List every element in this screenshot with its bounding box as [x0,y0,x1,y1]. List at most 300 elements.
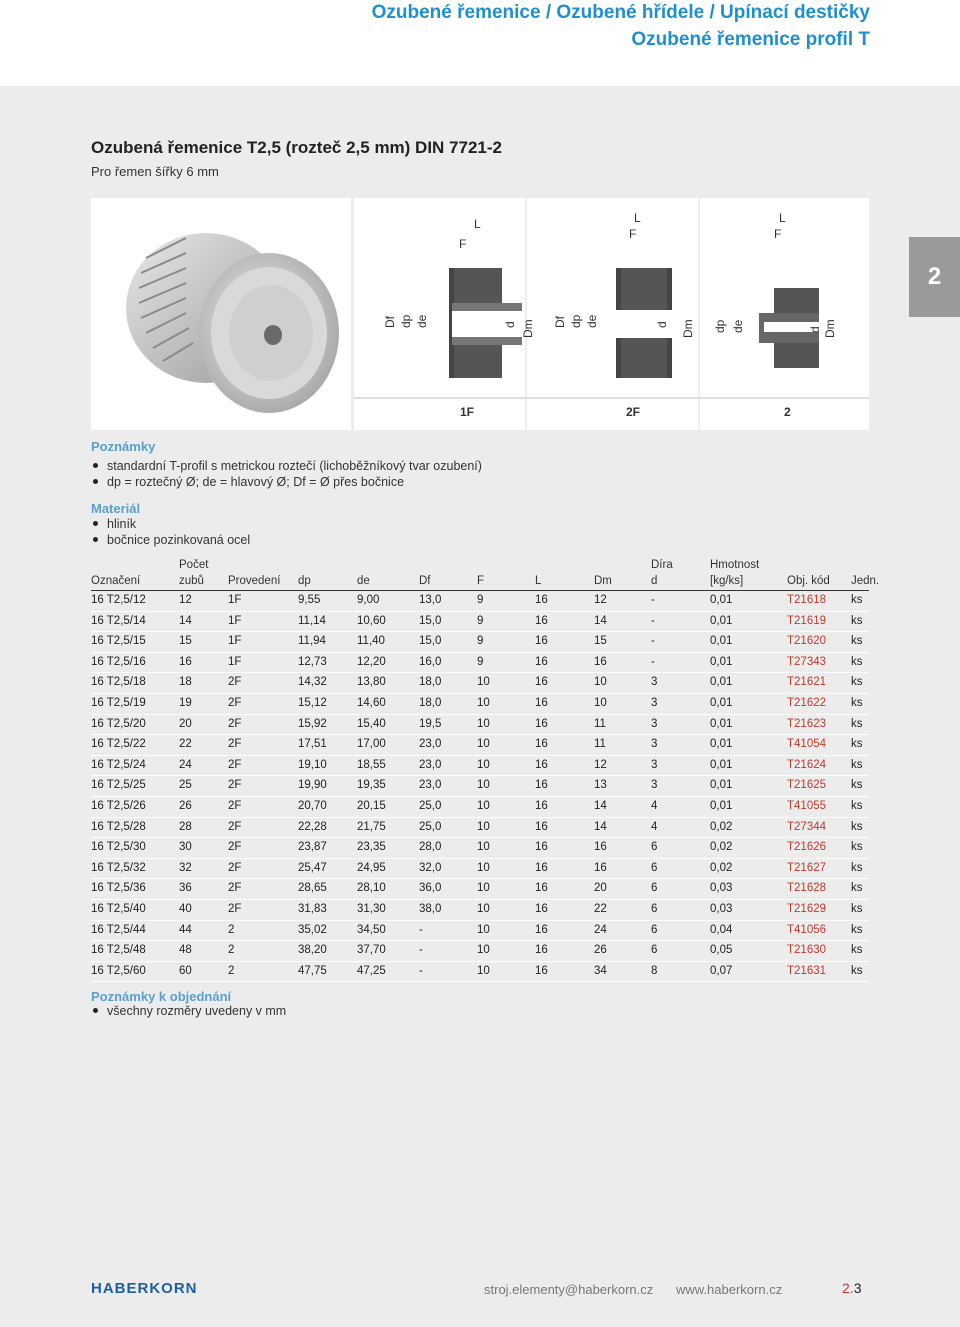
cell-zubu: 32 [179,861,192,874]
cell-jedn: ks [851,655,863,668]
cell-hmotnost: 0,01 [710,738,733,751]
cell-provedeni: 2F [228,882,242,895]
cell-zubu: 26 [179,799,192,812]
cell-dm: 14 [594,799,607,812]
cell-l: 16 [535,841,548,854]
cell-jedn: ks [851,635,863,648]
header-obj-kod: Obj. kód [787,575,830,587]
header-subcategory: Ozubené řemenice profil T [631,29,870,50]
table-row [91,818,869,839]
cell-hmotnost: 0,01 [710,779,733,792]
cell-hmotnost: 0,01 [710,799,733,812]
cell-obj-kod: T21631 [787,964,827,977]
cell-d: - [651,614,655,627]
cell-provedeni: 2F [228,676,242,689]
cell-zubu: 16 [179,655,192,668]
cell-dp: 11,14 [298,614,326,627]
label-dm: Dm [521,319,535,338]
material-item: bočnice pozinkovaná ocel [91,533,250,547]
cell-dp: 47,75 [298,964,327,977]
cell-hmotnost: 0,03 [710,882,733,895]
cell-de: 20,15 [357,799,386,812]
table-row [91,715,869,736]
cell-df: 23,0 [419,738,442,751]
cell-zubu: 20 [179,717,192,730]
cell-dm: 16 [594,655,607,668]
cell-df: 23,0 [419,779,442,792]
cell-dp: 15,12 [298,696,327,709]
table-row [91,838,869,859]
cell-dp: 19,10 [298,758,327,771]
cell-dm: 22 [594,902,607,915]
table-row [91,673,869,694]
cell-d: 6 [651,882,658,895]
cell-f: 10 [477,902,490,915]
cell-oznaceni: 16 T2,5/19 [91,696,146,709]
label-dm-3: Dm [823,319,837,338]
table-row [91,612,869,633]
page-header [0,0,960,86]
dimension-drawing-svg [354,198,869,430]
cell-dm: 11 [594,717,606,730]
pulley-image [91,198,351,430]
cell-zubu: 48 [179,944,192,957]
cell-hmotnost: 0,03 [710,902,733,915]
cell-zubu: 22 [179,738,192,751]
cell-f: 10 [477,820,490,833]
cell-f: 10 [477,779,490,792]
cell-jedn: ks [851,964,863,977]
cell-d: 6 [651,923,658,936]
cell-d: 6 [651,944,658,957]
cell-df: 15,0 [419,614,442,627]
table-row [91,879,869,900]
cell-de: 19,35 [357,779,386,792]
page-number: 2.3 [842,1280,862,1296]
cell-de: 9,00 [357,594,380,606]
caption-1f: 1F [460,405,475,419]
cell-l: 16 [535,923,548,936]
table-row [91,776,869,797]
cell-jedn: ks [851,614,863,627]
cell-dp: 22,28 [298,820,327,833]
cell-provedeni: 2 [228,944,235,957]
cell-de: 37,70 [357,944,386,957]
table-row [91,900,869,921]
cell-oznaceni: 16 T2,5/32 [91,861,146,874]
cell-df: 28,0 [419,841,442,854]
cell-df: 36,0 [419,882,442,895]
table-row [91,797,869,818]
cell-oznaceni: 16 T2,5/18 [91,676,146,689]
cell-f: 10 [477,799,490,812]
header-dm: Dm [594,575,612,587]
cell-d: - [651,655,655,668]
order-notes-title: Poznámky k objednání [91,989,232,1004]
cell-obj-kod: T41054 [787,738,827,751]
pulley-photo [91,198,351,430]
cell-d: - [651,594,655,606]
header-l: L [535,575,542,587]
cell-d: 3 [651,758,658,771]
header-pocet: Počet [179,559,209,571]
cell-l: 16 [535,964,548,977]
cell-provedeni: 2F [228,902,242,915]
cell-dp: 38,20 [298,944,327,957]
cell-d: 3 [651,738,658,751]
cell-df: 13,0 [419,594,442,606]
cell-dp: 20,70 [298,799,327,812]
header-df: Df [419,575,431,587]
cell-oznaceni: 16 T2,5/26 [91,799,146,812]
label-dp-2: dp [569,314,583,328]
haberkorn-logo: HABERKORN [91,1280,198,1297]
cell-oznaceni: 16 T2,5/30 [91,841,146,854]
label-f-2: F [629,227,637,241]
cell-provedeni: 2F [228,779,242,792]
cell-d: 6 [651,861,658,874]
cell-de: 17,00 [357,738,386,751]
cell-obj-kod: T21628 [787,882,827,895]
cell-jedn: ks [851,799,863,812]
cell-obj-kod: T27344 [787,820,827,833]
cell-d: 6 [651,902,658,915]
cell-hmotnost: 0,01 [710,655,733,668]
table-row [91,653,869,674]
cell-df: 23,0 [419,758,442,771]
cell-zubu: 28 [179,820,192,833]
cell-obj-kod: T21619 [787,614,827,627]
cell-provedeni: 2F [228,738,242,751]
cell-obj-kod: T21630 [787,944,827,957]
cell-obj-kod: T21625 [787,779,827,792]
cell-zubu: 14 [179,614,192,627]
cell-jedn: ks [851,820,863,833]
cell-zubu: 19 [179,696,192,709]
header-hmotnost: [kg/ks] [710,575,744,587]
cell-df: 25,0 [419,820,442,833]
cell-l: 16 [535,717,548,730]
cell-zubu: 60 [179,964,192,977]
cell-dp: 14,32 [298,676,327,689]
table-row [91,921,869,942]
caption-2f: 2F [626,405,641,419]
cell-de: 14,60 [357,696,386,709]
cell-obj-kod: T27343 [787,655,827,668]
cell-dm: 12 [594,594,607,606]
cell-de: 10,60 [357,614,386,627]
cell-oznaceni: 16 T2,5/16 [91,655,146,668]
cell-dm: 10 [594,676,607,689]
cell-df: - [419,944,423,957]
cell-provedeni: 1F [228,594,242,606]
label-dm-2: Dm [681,319,695,338]
cell-l: 16 [535,614,548,627]
cell-f: 9 [477,594,484,606]
cell-dp: 28,65 [298,882,327,895]
cell-l: 16 [535,655,548,668]
cell-dm: 20 [594,882,607,895]
cell-f: 9 [477,635,484,648]
cell-dp: 11,94 [298,635,326,648]
cell-provedeni: 2F [228,696,242,709]
cell-jedn: ks [851,676,863,689]
cell-obj-kod: T21627 [787,861,827,874]
cell-hmotnost: 0,04 [710,923,733,936]
cell-f: 10 [477,923,490,936]
cell-de: 31,30 [357,902,386,915]
label-de-2: de [585,314,599,328]
cell-jedn: ks [851,944,863,957]
cell-f: 10 [477,944,490,957]
material-item: hliník [91,517,136,531]
cell-hmotnost: 0,01 [710,696,733,709]
cell-d: 3 [651,779,658,792]
header-jedn: Jedn. [851,575,880,587]
label-dp-3: dp [713,319,727,333]
cell-d: 8 [651,964,658,977]
cell-oznaceni: 16 T2,5/44 [91,923,146,936]
cell-d: 3 [651,696,658,709]
cell-jedn: ks [851,841,863,854]
header-f: F [477,575,485,587]
cell-d: 3 [651,717,658,730]
cell-obj-kod: T21622 [787,696,827,709]
cell-dm: 16 [594,841,607,854]
cell-dm: 15 [594,635,607,648]
cell-zubu: 30 [179,841,192,854]
label-l-3: L [779,211,786,225]
cell-f: 10 [477,841,490,854]
cell-dp: 25,47 [298,861,327,874]
table-header-top [91,557,869,573]
cell-dm: 26 [594,944,607,957]
label-l: L [474,217,481,231]
cell-provedeni: 1F [228,655,242,668]
cell-l: 16 [535,738,548,751]
label-dp: dp [399,314,413,328]
cell-hmotnost: 0,07 [710,964,733,977]
cell-df: - [419,923,423,936]
cell-dp: 23,87 [298,841,327,854]
caption-2: 2 [784,405,791,419]
cell-obj-kod: T21620 [787,635,827,648]
cell-zubu: 18 [179,676,192,689]
note-item: dp = roztečný Ø; de = hlavový Ø; Df = Ø přes bočnice [91,475,404,489]
cell-de: 34,50 [357,923,386,936]
cell-df: 38,0 [419,902,442,915]
cell-dp: 35,02 [298,923,327,936]
cell-zubu: 12 [179,594,192,606]
label-d-3: d [808,326,822,333]
cell-oznaceni: 16 T2,5/36 [91,882,146,895]
cell-df: 25,0 [419,799,442,812]
cell-dm: 11 [594,738,606,751]
label-de: de [415,314,429,328]
cell-hmotnost: 0,02 [710,820,733,833]
cell-hmotnost: 0,05 [710,944,733,957]
cell-de: 11,40 [357,635,385,648]
label-df-2: Df [553,316,567,328]
cell-obj-kod: T21623 [787,717,827,730]
cell-l: 16 [535,696,548,709]
cell-df: - [419,964,423,977]
cell-provedeni: 2 [228,964,235,977]
cell-d: 3 [651,676,658,689]
chapter-tab: 2 [909,237,960,317]
cell-hmotnost: 0,02 [710,841,733,854]
cell-dp: 9,55 [298,594,321,606]
cell-dp: 31,83 [298,902,327,915]
cell-l: 16 [535,944,548,957]
table-row [91,694,869,715]
cell-l: 16 [535,882,548,895]
cell-oznaceni: 16 T2,5/20 [91,717,146,730]
cell-provedeni: 2F [228,799,242,812]
cell-de: 12,20 [357,655,386,668]
order-note-item: všechny rozměry uvedeny v mm [91,1004,286,1018]
cell-jedn: ks [851,738,863,751]
cell-jedn: ks [851,882,863,895]
cell-hmotnost: 0,01 [710,594,733,606]
cell-dm: 34 [594,964,607,977]
cell-de: 47,25 [357,964,386,977]
note-item: standardní T-profil s metrickou roztečí (lichoběžníkový tvar ozubení) [91,459,482,473]
cell-df: 18,0 [419,696,442,709]
cell-f: 10 [477,696,490,709]
cell-de: 24,95 [357,861,386,874]
cell-oznaceni: 16 T2,5/25 [91,779,146,792]
header-dira: Díra [651,559,673,571]
cell-dp: 15,92 [298,717,327,730]
cell-oznaceni: 16 T2,5/28 [91,820,146,833]
cell-dm: 16 [594,861,607,874]
label-df: Df [383,316,397,328]
footer-website[interactable]: www.haberkorn.cz [676,1282,783,1297]
cell-obj-kod: T41056 [787,923,827,936]
cell-oznaceni: 16 T2,5/60 [91,964,146,977]
table-row [91,941,869,962]
cell-zubu: 40 [179,902,192,915]
cell-f: 10 [477,861,490,874]
table-row [91,859,869,880]
cell-hmotnost: 0,01 [710,614,733,627]
label-l-2: L [634,211,641,225]
header-d: d [651,575,658,587]
cell-hmotnost: 0,01 [710,717,733,730]
cell-dp: 19,90 [298,779,327,792]
cell-f: 9 [477,614,484,627]
cell-de: 28,10 [357,882,386,895]
cell-dm: 24 [594,923,607,936]
cell-d: 6 [651,841,658,854]
cell-d: 4 [651,799,658,812]
cell-oznaceni: 16 T2,5/14 [91,614,146,627]
table-row [91,962,869,983]
cell-oznaceni: 16 T2,5/48 [91,944,146,957]
cell-jedn: ks [851,594,863,606]
label-f-3: F [774,227,782,241]
header-provedeni: Provedení [228,575,281,587]
cell-zubu: 15 [179,635,192,648]
cell-jedn: ks [851,717,863,730]
cell-de: 23,35 [357,841,386,854]
cell-f: 10 [477,964,490,977]
table-row [91,735,869,756]
cell-f: 9 [477,655,484,668]
cell-f: 10 [477,717,490,730]
cell-l: 16 [535,779,548,792]
product-subtitle: Pro řemen šířky 6 mm [91,164,219,179]
label-d: d [503,321,517,328]
cell-df: 19,5 [419,717,442,730]
cell-obj-kod: T21624 [787,758,827,771]
cell-de: 18,55 [357,758,386,771]
cell-dp: 12,73 [298,655,327,668]
cell-obj-kod: T41055 [787,799,827,812]
cell-dm: 14 [594,614,607,627]
cell-oznaceni: 16 T2,5/12 [91,594,146,606]
table-body [91,591,869,982]
footer-email[interactable]: stroj.elementy@haberkorn.cz [484,1282,654,1297]
cell-dm: 13 [594,779,607,792]
cell-l: 16 [535,820,548,833]
cell-de: 21,75 [357,820,386,833]
cell-obj-kod: T21621 [787,676,827,689]
cell-dm: 12 [594,758,607,771]
cell-f: 10 [477,676,490,689]
cell-provedeni: 1F [228,635,242,648]
table-row [91,632,869,653]
cell-jedn: ks [851,902,863,915]
header-zubu: zubů [179,575,204,587]
table-header [91,573,880,591]
cell-obj-kod: T21626 [787,841,827,854]
header-oznaceni: Označení [91,575,141,587]
cell-df: 15,0 [419,635,442,648]
cell-provedeni: 2 [228,923,235,936]
cell-d: - [651,635,655,648]
cell-hmotnost: 0,02 [710,861,733,874]
cell-f: 10 [477,882,490,895]
cell-l: 16 [535,676,548,689]
cell-df: 18,0 [419,676,442,689]
product-table [91,557,880,982]
header-hmotnost: Hmotnost [710,559,760,571]
label-f: F [459,237,467,251]
label-de-3: de [731,319,745,333]
cell-provedeni: 2F [228,861,242,874]
cell-jedn: ks [851,696,863,709]
notes-title: Poznámky [91,439,156,454]
cell-de: 15,40 [357,717,386,730]
cell-f: 10 [477,738,490,751]
label-d-2: d [655,321,669,328]
header-dp: dp [298,575,311,587]
cell-hmotnost: 0,01 [710,758,733,771]
cell-f: 10 [477,758,490,771]
cell-zubu: 36 [179,882,192,895]
cell-oznaceni: 16 T2,5/24 [91,758,146,771]
cell-jedn: ks [851,779,863,792]
product-title: Ozubená řemenice T2,5 (rozteč 2,5 mm) DIN 7721-2 [91,138,502,157]
cell-hmotnost: 0,01 [710,676,733,689]
cell-obj-kod: T21618 [787,594,827,606]
cell-dp: 17,51 [298,738,327,751]
cell-provedeni: 2F [228,820,242,833]
cell-df: 32,0 [419,861,442,874]
cell-provedeni: 2F [228,758,242,771]
